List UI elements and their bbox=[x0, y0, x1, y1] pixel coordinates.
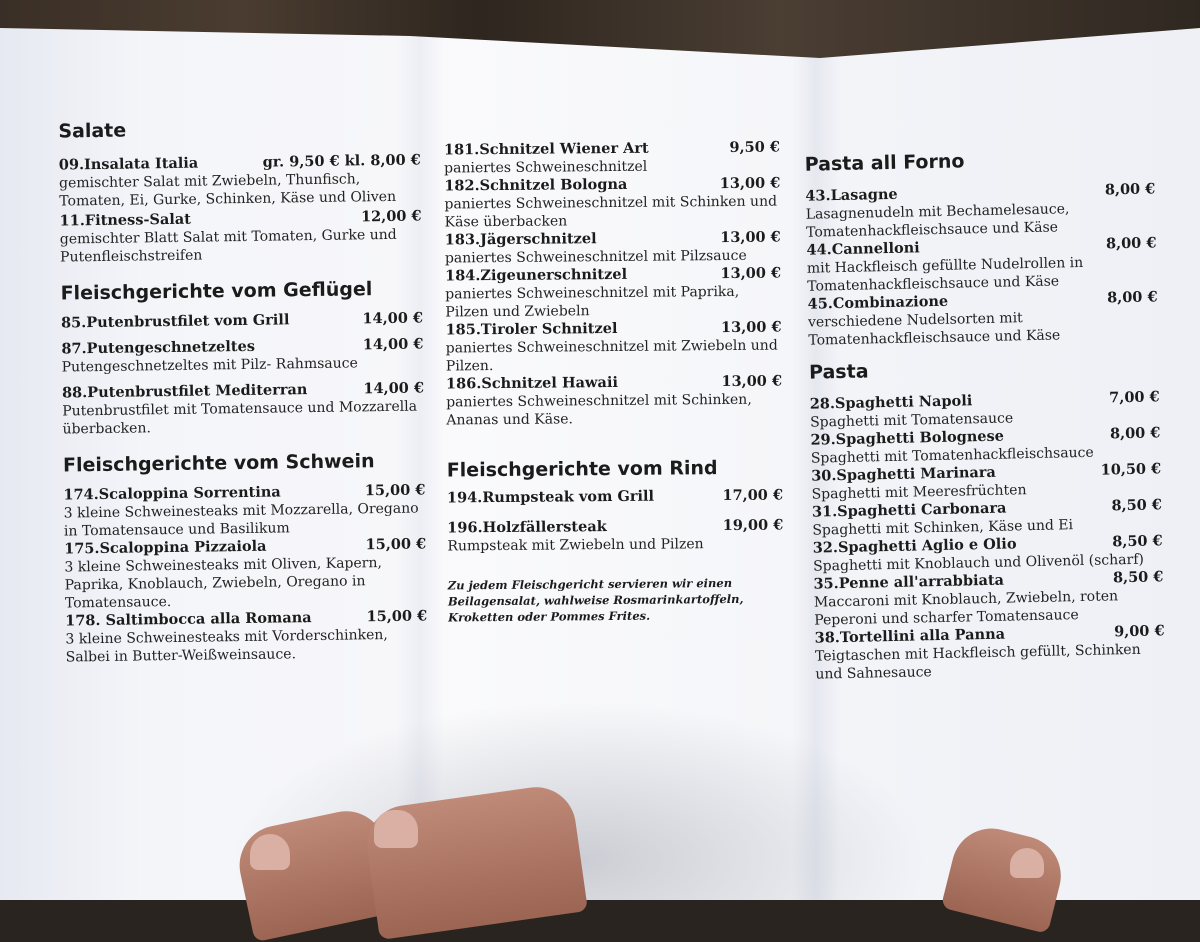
menu-item bbox=[445, 265, 781, 322]
menu-item-description: Rumpsteak mit Zwiebeln und Pilzen bbox=[447, 536, 704, 555]
menu-item bbox=[806, 234, 1157, 295]
section-heading-schwein: Fleischgerichte vom Schwein bbox=[62, 450, 375, 477]
schwein-list bbox=[63, 481, 427, 666]
hand-finger-2 bbox=[362, 782, 588, 940]
menu-item-name: 182.Schnitzel Bologna bbox=[444, 175, 628, 195]
menu-item-name: 30.Spaghetti Marinara bbox=[811, 463, 997, 485]
fingernail-3 bbox=[1010, 848, 1044, 878]
menu-item-price: 13,00 € bbox=[720, 318, 782, 337]
menu-item-name: 181.Schnitzel Wiener Art bbox=[443, 139, 649, 159]
menu-item-price: 10,50 € bbox=[1100, 460, 1162, 479]
fingernail-1 bbox=[250, 834, 290, 870]
section-heading-forno: Pasta all Forno bbox=[804, 150, 965, 176]
menu-item-name: 178. Saltimbocca alla Romana bbox=[65, 609, 312, 630]
menu-item-row bbox=[447, 517, 783, 538]
pasta-list bbox=[810, 388, 1166, 683]
gefluegel-list bbox=[61, 309, 425, 438]
menu-item-price: 8,50 € bbox=[1112, 532, 1163, 551]
side-dish-note: Zu jedem Fleischgericht servieren wir einen Beilagensalat, wahlweise Rosmarinkartoffeln, Kroketten oder Pommes Frites. bbox=[447, 575, 744, 625]
menu-item bbox=[446, 373, 782, 430]
menu-item-name: 38.Tortellini alla Panna bbox=[814, 625, 1006, 647]
menu-item-price: 15,00 € bbox=[364, 481, 426, 500]
menu-item-description: Spaghetti mit Tomatensauce bbox=[809, 410, 1014, 431]
menu-item-price: 8,50 € bbox=[1112, 568, 1164, 587]
menu-item-description: 3 kleine Schweinesteaks mit Mozzarella, Oregano in Tomatensauce und Basilikum bbox=[63, 500, 419, 540]
menu-item-row bbox=[444, 139, 780, 160]
schnitzel-list bbox=[444, 139, 783, 430]
menu-item-description: Spaghetti mit Schinken, Käse und Ei bbox=[812, 517, 1074, 539]
menu-item-description: Maccaroni mit Knoblauch, Zwiebeln, roten Peperoni und scharfer Tomatensauce bbox=[813, 588, 1119, 629]
menu-item-name: 175.Scaloppina Pizzaiola bbox=[64, 537, 267, 558]
menu-item-description: Teigtaschen mit Hackfleisch gefüllt, Schinken und Sahnesauce bbox=[814, 641, 1141, 683]
menu-item-description: gemischter Blatt Salat mit Tomaten, Gurke und Putenfleischstreifen bbox=[59, 226, 397, 266]
forno-list bbox=[805, 180, 1158, 349]
menu-item-name: 29.Spaghetti Bolognese bbox=[810, 427, 1005, 449]
menu-item-price: 13,00 € bbox=[720, 228, 781, 247]
menu-item-name: 28.Spaghetti Napoli bbox=[809, 392, 973, 413]
menu-item-name: 09.Insalata Italia bbox=[58, 154, 199, 174]
menu-item-name: 184.Zigeunerschnitzel bbox=[444, 265, 628, 285]
menu-item-description: paniertes Schweineschnitzel mit Zwiebeln und Pilzen. bbox=[445, 337, 778, 375]
menu-item-description: paniertes Schweineschnitzel mit Schinken und Käse überbacken bbox=[444, 193, 778, 231]
salate-list bbox=[59, 151, 423, 266]
menu-item-description: Spaghetti mit Meeresfrüchten bbox=[811, 482, 1027, 503]
menu-item-description: paniertes Schweineschnitzel mit Pilzsauce bbox=[444, 247, 747, 267]
menu-item bbox=[59, 207, 422, 266]
menu-item-name: 31.Spaghetti Carbonara bbox=[811, 499, 1007, 521]
right-column bbox=[804, 146, 1165, 683]
menu-item bbox=[444, 175, 780, 232]
menu-item bbox=[64, 535, 427, 612]
section-heading-rind: Fleischgerichte vom Rind bbox=[446, 457, 718, 482]
menu-item-row bbox=[61, 309, 423, 332]
menu-item-name: 87.Putengeschnetzeltes bbox=[61, 337, 256, 358]
menu-item-description: Spaghetti mit Tomatenhackfleischsauce bbox=[810, 444, 1094, 467]
menu-item bbox=[61, 309, 423, 332]
menu-item-name: 43.Lasagne bbox=[805, 185, 898, 205]
menu-item-price: 19,00 € bbox=[722, 516, 784, 535]
menu-item-description: Lasagnenudeln mit Bechamelesauce, Tomatenhackfleischsauce und Käse bbox=[805, 201, 1070, 241]
menu-item bbox=[65, 607, 428, 666]
menu-item-name: 174.Scaloppina Sorrentina bbox=[63, 483, 281, 504]
menu-item-name: 45.Combinazione bbox=[807, 292, 949, 313]
menu-item bbox=[59, 151, 422, 210]
menu-item-description: paniertes Schweineschnitzel mit Paprika, Pilzen und Zwiebeln bbox=[445, 283, 740, 321]
menu-item-price: 14,00 € bbox=[362, 335, 424, 354]
menu-item-name: 32.Spaghetti Aglio e Olio bbox=[812, 535, 1017, 557]
rind-list bbox=[447, 487, 784, 556]
menu-item-price: 14,00 € bbox=[362, 309, 424, 328]
menu-item-price: 8,00 € bbox=[1106, 288, 1158, 307]
menu-item-description: verschiedene Nudelsorten mit Tomatenhackfleischsauce und Käse bbox=[807, 310, 1061, 349]
fingernail-2 bbox=[374, 810, 418, 848]
menu-item-name: 185.Tiroler Schnitzel bbox=[445, 319, 618, 339]
menu-item-name: 44.Cannelloni bbox=[806, 239, 920, 259]
menu-item-price: 13,00 € bbox=[719, 174, 781, 193]
left-column bbox=[58, 115, 428, 666]
menu-item bbox=[61, 335, 423, 376]
middle-column bbox=[444, 139, 784, 626]
menu-item-price: 8,50 € bbox=[1111, 496, 1163, 515]
menu-item-price: 8,00 € bbox=[1109, 424, 1161, 443]
menu-item-name: 186.Schnitzel Hawaii bbox=[445, 373, 619, 393]
menu-item-description: Spaghetti mit Knoblauch und Olivenöl (scharf) bbox=[812, 551, 1145, 575]
menu-item-description: mit Hackfleisch gefüllte Nudelrollen in Tomatenhackfleischsauce und Käse bbox=[806, 254, 1084, 295]
menu-item-description: paniertes Schweineschnitzel mit Schinken, Ananas und Käse. bbox=[446, 391, 752, 429]
menu-item-name: 194.Rumpsteak vom Grill bbox=[446, 487, 655, 507]
menu-item-price: 8,00 € bbox=[1105, 234, 1157, 253]
menu-item-price: 8,00 € bbox=[1104, 180, 1156, 199]
section-heading-gefluegel: Fleischgerichte vom Geflügel bbox=[60, 278, 373, 305]
menu-item-description: 3 kleine Schweinesteaks mit Vorderschinken, Salbei in Butter-Weißweinsauce. bbox=[65, 627, 388, 666]
menu-item bbox=[447, 487, 783, 508]
menu-item-price: 9,00 € bbox=[1113, 622, 1165, 641]
menu-item-name: 11.Fitness-Salat bbox=[59, 210, 192, 230]
menu-item-description: 3 kleine Schweinesteaks mit Oliven, Kapern, Paprika, Knoblauch, Zwiebeln, Oregano in Tomatensauce. bbox=[64, 555, 383, 612]
menu-item-price: 17,00 € bbox=[722, 486, 784, 505]
menu-item bbox=[813, 568, 1164, 629]
menu-item bbox=[447, 517, 783, 556]
menu-item-row bbox=[447, 487, 783, 508]
menu-item bbox=[805, 180, 1156, 241]
menu-item-price: 9,50 € bbox=[729, 138, 781, 156]
menu-item-price: 13,00 € bbox=[721, 372, 783, 391]
menu-item bbox=[444, 139, 780, 178]
menu-item-price: 15,00 € bbox=[366, 607, 428, 626]
menu-item-name: 85.Putenbrustfilet vom Grill bbox=[60, 311, 290, 332]
menu-item-description: Putengeschnetzeltes mit Pilz- Rahmsauce bbox=[61, 355, 358, 376]
menu-item-price: gr. 9,50 € kl. 8,00 € bbox=[262, 151, 421, 171]
menu-item bbox=[813, 532, 1164, 575]
menu-item-description: Putenbrustfilet mit Tomatensauce und Mozzarella überbacken. bbox=[62, 398, 418, 438]
menu-item-name: 183.Jägerschnitzel bbox=[444, 230, 597, 249]
menu-item-name: 35.Penne all'arrabbiata bbox=[813, 571, 1005, 593]
menu-item bbox=[445, 319, 781, 376]
menu-item bbox=[445, 229, 781, 268]
menu-item-price: 12,00 € bbox=[360, 207, 422, 226]
menu-item-price: 7,00 € bbox=[1109, 388, 1160, 407]
section-heading-pasta: Pasta bbox=[808, 360, 869, 384]
menu-item-price: 14,00 € bbox=[363, 379, 425, 398]
menu-item bbox=[63, 481, 426, 540]
section-heading-salate: Salate bbox=[58, 119, 127, 143]
menu-item-price: 13,00 € bbox=[720, 264, 782, 283]
menu-item bbox=[807, 288, 1158, 349]
menu-item bbox=[814, 622, 1165, 683]
menu-item-price: 15,00 € bbox=[365, 535, 427, 554]
menu-item-name: 88.Putenbrustfilet Mediterran bbox=[61, 381, 308, 402]
menu-item bbox=[62, 379, 425, 438]
menu-item-name: 196.Holzfällersteak bbox=[447, 518, 607, 537]
menu-item-description: gemischter Salat mit Zwiebeln, Thunfisch, Tomaten, Ei, Gurke, Schinken, Käse und Oliven bbox=[58, 171, 397, 210]
menu-item-description: paniertes Schweineschnitzel bbox=[444, 158, 648, 177]
